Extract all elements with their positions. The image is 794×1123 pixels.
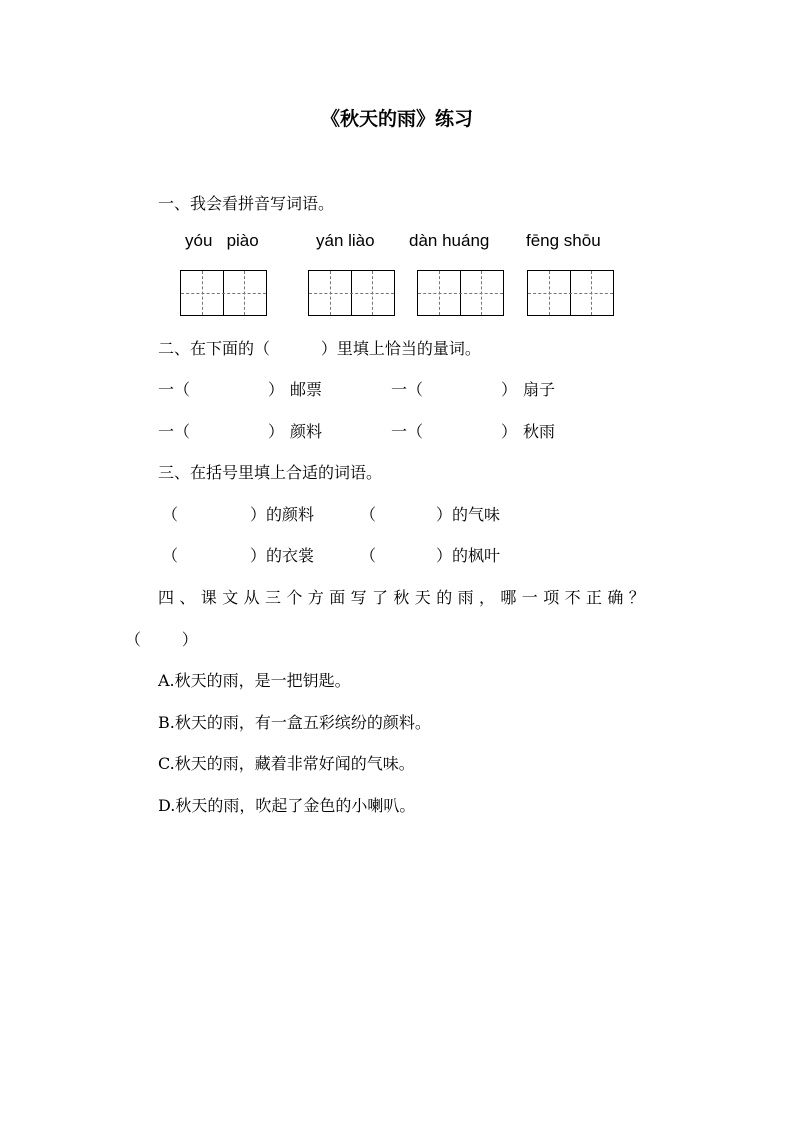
measure-word-close: ）	[501, 422, 518, 441]
measure-word-close: ）	[268, 380, 285, 399]
measure-word-prefix: 一（	[391, 422, 424, 441]
fill-phrase: ）的颜料	[250, 505, 315, 524]
measure-word-prefix: 一（	[391, 380, 424, 399]
fill-open-paren: （	[162, 505, 179, 524]
writing-grid[interactable]	[527, 270, 614, 316]
option-d: D.秋天的雨，吹起了金色的小喇叭。	[158, 796, 416, 815]
measure-word-noun: 颜料	[290, 422, 323, 441]
measure-word-noun: 秋雨	[523, 422, 556, 441]
fill-open-paren: （	[360, 546, 377, 565]
section1-heading: 一、我会看拼音写词语。	[158, 194, 335, 213]
writing-grid[interactable]	[308, 270, 395, 316]
fill-open-paren: （	[162, 546, 179, 565]
section4-heading: 四、课文从三个方面写了秋天的雨，哪一项不正确？	[158, 588, 651, 607]
writing-grid[interactable]	[417, 270, 504, 316]
page-title: 《秋天的雨》练习	[320, 108, 473, 130]
measure-word-noun: 扇子	[523, 380, 556, 399]
pinyin-4: fēng shōu	[526, 231, 601, 250]
measure-word-prefix: 一（	[158, 380, 191, 399]
option-a: A.秋天的雨，是一把钥匙。	[158, 671, 351, 690]
pinyin-3: dàn huáng	[409, 231, 490, 250]
pinyin-2: yán liào	[316, 231, 375, 250]
fill-open-paren: （	[360, 505, 377, 524]
answer-blank[interactable]: （ ）	[125, 630, 198, 649]
writing-grid[interactable]	[180, 270, 267, 316]
pinyin-1: yóu piào	[185, 231, 259, 250]
measure-word-close: ）	[501, 380, 518, 399]
fill-phrase: ）的枫叶	[436, 546, 501, 565]
option-c: C.秋天的雨，藏着非常好闻的气味。	[158, 754, 415, 773]
fill-phrase: ）的衣裳	[250, 546, 315, 565]
option-b: B.秋天的雨，有一盒五彩缤纷的颜料。	[158, 713, 431, 732]
section2-heading: 二、在下面的（ ）里填上恰当的量词。	[158, 339, 481, 358]
section3-heading: 三、在括号里填上合适的词语。	[158, 463, 383, 482]
fill-phrase: ）的气味	[436, 505, 501, 524]
measure-word-noun: 邮票	[290, 380, 323, 399]
measure-word-close: ）	[268, 422, 285, 441]
measure-word-prefix: 一（	[158, 422, 191, 441]
